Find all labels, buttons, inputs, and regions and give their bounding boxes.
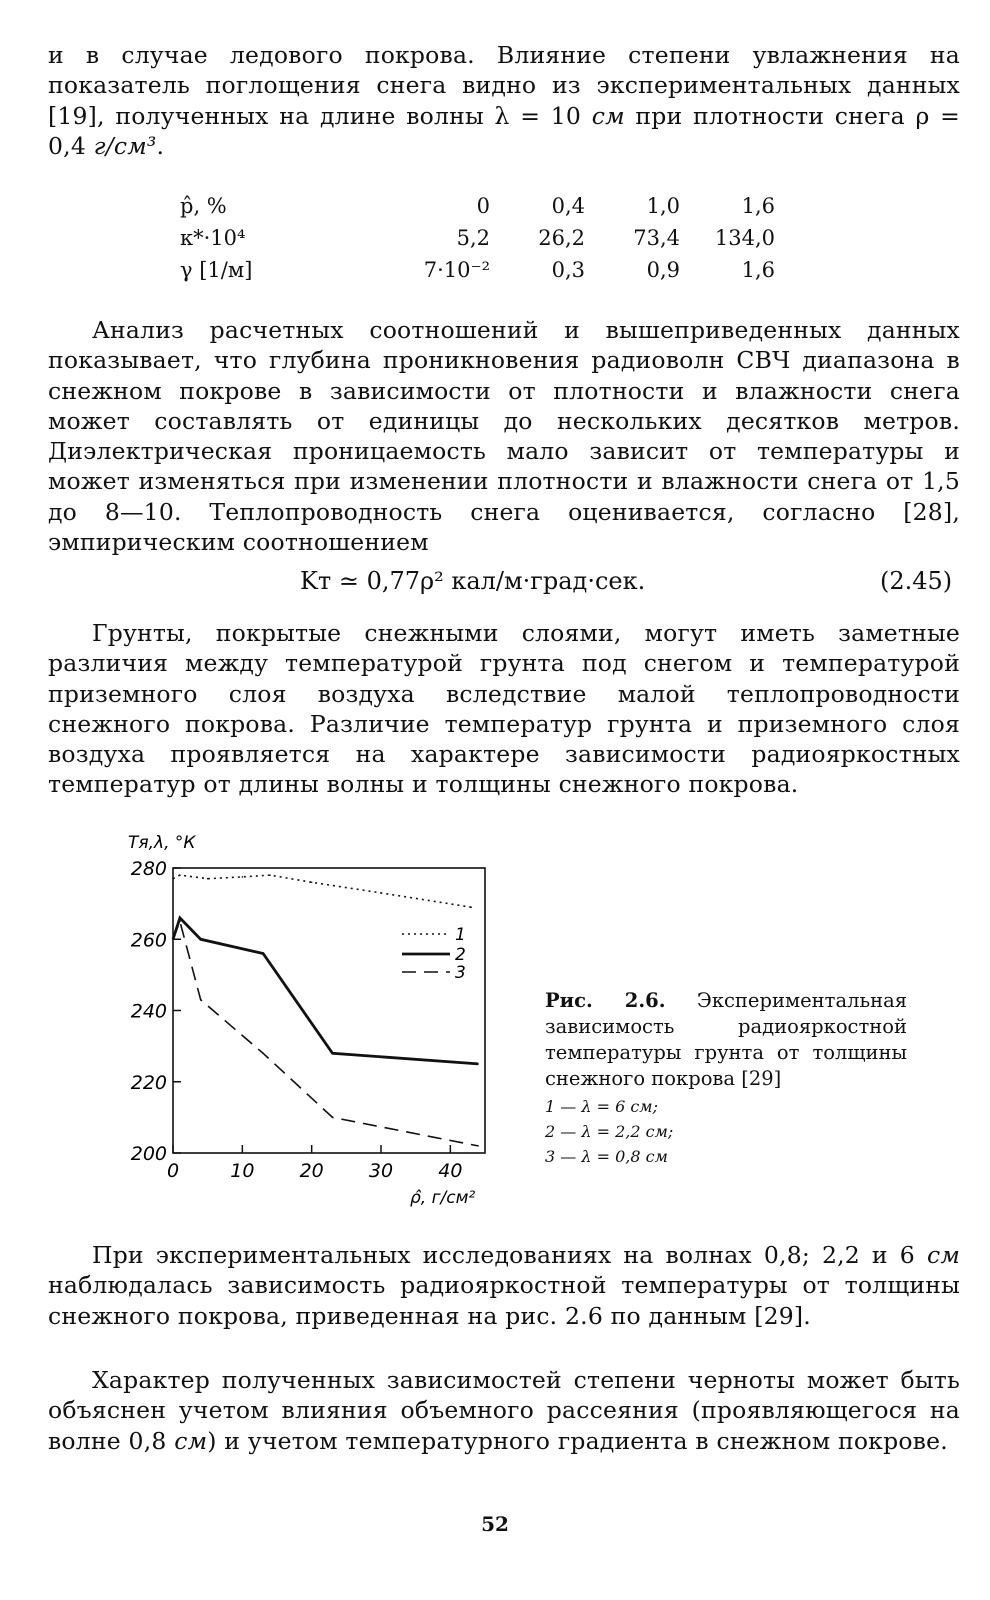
paragraph-1-tail: при плотности снега ρ = 0,4	[48, 101, 960, 160]
plot-frame	[173, 868, 485, 1153]
page-number: 52	[481, 1512, 509, 1536]
data-point	[269, 874, 271, 876]
unit-density: г/см³	[93, 131, 157, 160]
data-point	[172, 938, 174, 940]
y-tick-label: 260	[130, 929, 167, 952]
x-tick-label: 20	[299, 1160, 324, 1182]
caption-label: Рис. 2.6.	[545, 989, 666, 1012]
data-point	[179, 917, 181, 919]
paragraph-2: Анализ расчетных соотношений и вышеприведенных данных показывает, что глубина проникновения радиоволн СВЧ диапазона в снежном покрове в зависимости от плотности и влажности снега может составлять от единицы до нескольких десятков метров. Диэлектрическая проницаемость мало зависит от температуры и может изменяться при изменении плотности и влажности снега от 1,5 до 8—10. Теплопроводность снега оценивается, согласно [28], эмпирическим соотношением	[48, 316, 960, 557]
table-cell: 1,6	[741, 194, 775, 218]
y-axis-label: Tя,λ, °К	[128, 833, 196, 853]
table-row-label: γ [1/м]	[180, 258, 253, 282]
data-point	[332, 1052, 334, 1054]
data-point	[380, 892, 382, 894]
table-cell: 0	[476, 194, 490, 218]
table-row-label: κ*·10⁴	[180, 226, 246, 250]
unit-cm: см	[926, 1241, 960, 1269]
equation-number: (2.45)	[880, 567, 953, 595]
table-cell: 73,4	[633, 226, 680, 250]
table-cell: 0,3	[551, 258, 585, 282]
y-tick-label: 220	[130, 1071, 167, 1094]
brightness-temperature-chart	[110, 820, 510, 1220]
unit-cm: см	[174, 1426, 208, 1455]
data-point	[311, 881, 313, 883]
equation-2-45: Kт ≃ 0,77ρ² кал/м·град·сек.	[300, 567, 646, 595]
table-cell: 7·10⁻²	[423, 258, 490, 282]
data-point	[332, 1117, 334, 1119]
paragraph-4	[48, 1240, 960, 1331]
y-tick-label: 280	[130, 858, 167, 880]
data-point	[172, 878, 174, 880]
y-tick-label: 200	[130, 1143, 167, 1165]
table-row	[180, 190, 775, 222]
table-cell: 0,9	[646, 258, 680, 282]
table-row	[180, 222, 775, 254]
data-point	[242, 876, 244, 878]
data-point	[200, 938, 202, 940]
paragraph-5-tail: ) и учетом температурного градиента в снежном покрове.	[207, 1426, 948, 1455]
table-row-label: p̂, %	[180, 194, 227, 218]
data-point	[200, 999, 202, 1001]
table-cell: 0,4	[551, 194, 585, 218]
table-cell: 5,2	[456, 226, 490, 250]
legend-number-1: 1	[455, 925, 466, 945]
data-point	[262, 1052, 264, 1054]
figure-legend	[545, 1094, 673, 1169]
data-point	[179, 921, 181, 923]
figure-caption	[545, 988, 907, 1092]
unit-cm: см	[591, 101, 625, 130]
paragraph-3: Грунты, покрытые снежными слоями, могут иметь заметные различия между температурой грунта под снегом и температурой приземного слоя воздуха вследствие малой теплопроводности снежного покрова. Различие температур грунта и приземного слоя воздуха проявляется на характере зависимости радиояркостных температур от длины волны и толщины снежного покрова.	[48, 619, 960, 799]
data-point	[179, 874, 181, 876]
paragraph-4-text: При экспериментальных исследованиях на волнах 0,8; 2,2 и 6	[92, 1241, 927, 1269]
legend-item-2: 2 — λ = 2,2 см;	[545, 1122, 674, 1141]
legend-item-1: 1 — λ = 6 см;	[545, 1097, 658, 1116]
data-point	[470, 906, 472, 908]
paragraph-1-end: .	[156, 131, 165, 160]
x-tick-label: 0	[166, 1160, 180, 1182]
series-2-line	[173, 918, 478, 1064]
x-tick-label: 30	[368, 1160, 394, 1182]
paragraph-1-text: и в случае ледового покрова. Влияние степени увлажнения на показатель поглощения снега видно из экспериментальных данных [19], полученных на длине волны λ = 10	[48, 41, 960, 130]
paragraph-5	[48, 1365, 960, 1456]
paragraph-4-tail: наблюдалась зависимость радиояркостной температуры от толщины снежного покрова, приведенная на рис. 2.6 по данным [29].	[48, 1271, 960, 1330]
x-axis-label: ρ̂, г/см²	[410, 1188, 476, 1208]
x-tick-label: 40	[438, 1160, 463, 1182]
table-cell: 26,2	[538, 226, 585, 250]
x-tick-label: 10	[230, 1160, 255, 1182]
legend-item-3: 3 — λ = 0,8 см	[545, 1147, 668, 1166]
legend-number-3: 3	[455, 963, 466, 983]
paragraph-1	[48, 40, 960, 161]
legend-number-2: 2	[455, 945, 466, 965]
paragraph-5-text: Характер полученных зависимостей степени черноты может быть объяснен учетом влияния объемного рассеяния (проявляющегося на волне 0,8	[48, 1366, 960, 1455]
series-1-line	[173, 875, 471, 907]
table-row	[180, 254, 775, 286]
data-point	[477, 1145, 479, 1147]
data-point	[477, 1063, 479, 1065]
y-tick-label: 240	[130, 1000, 167, 1023]
table-cell: 1,6	[741, 258, 775, 282]
data-point	[262, 953, 264, 955]
table-cell: 1,0	[646, 194, 680, 218]
table-cell: 134,0	[714, 226, 775, 250]
moisture-data-table	[180, 190, 775, 286]
caption-text: Экспериментальная зависимость радиояркостной температуры грунта от толщины снежного покрова [29]	[545, 989, 907, 1090]
data-point	[207, 878, 209, 880]
